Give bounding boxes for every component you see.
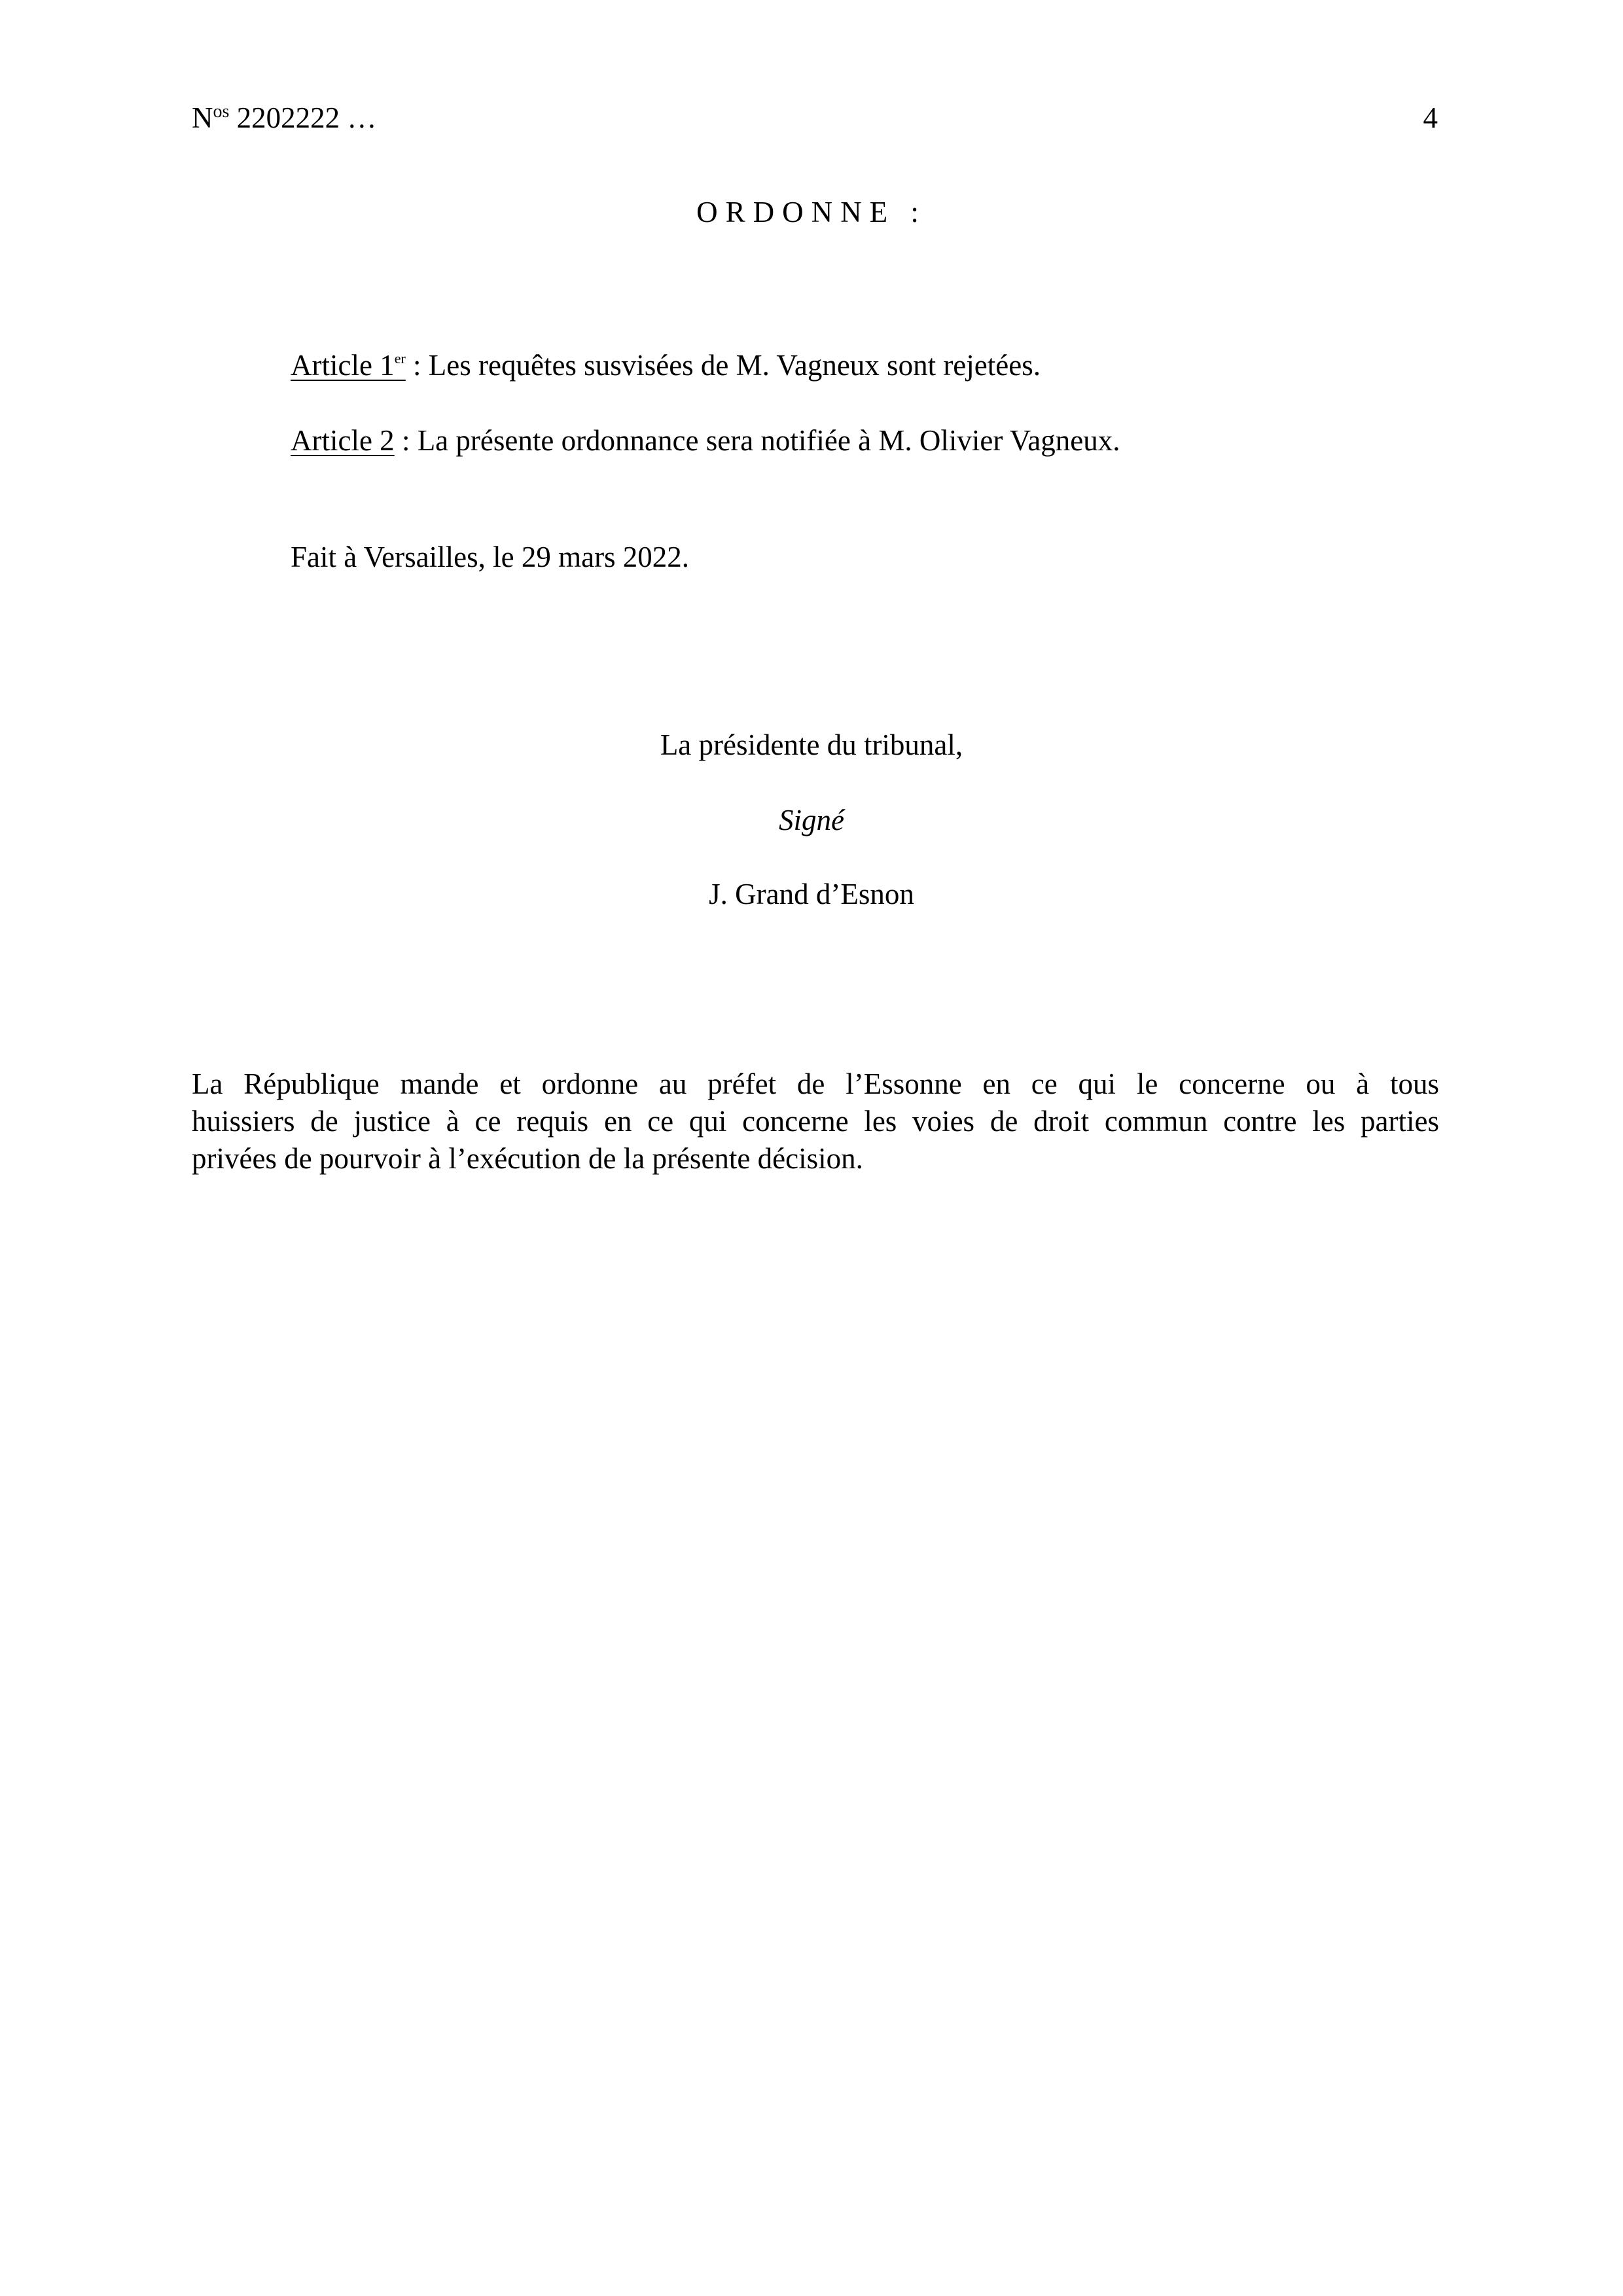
article-1-label [291, 349, 406, 382]
page-number: 4 [1423, 101, 1438, 134]
executory-formula-line: privées de pourvoir à l’exécution de la présente décision. [192, 1142, 863, 1175]
place-and-date: Fait à Versailles, le 29 mars 2022. [291, 541, 690, 573]
signed-mention: Signé [779, 804, 844, 836]
article-2-label: Article 2 [291, 424, 395, 457]
article-1 [291, 347, 1041, 384]
ordonne-heading: ORDONNE : [696, 196, 927, 228]
case-number [192, 99, 376, 136]
executory-formula-line: La République mande et ordonne au préfet de l’Essonne en ce qui le concerne ou à tous [192, 1067, 1439, 1100]
case-number-prefix: N [192, 101, 213, 134]
case-number-prefix-sup: os [213, 101, 230, 122]
executory-formula-line: huissiers de justice à ce requis en ce qui concerne les voies de droit commun contre les parties [192, 1105, 1439, 1138]
signatory-title: La présidente du tribunal, [660, 728, 963, 761]
article-1-label-sup: er [394, 350, 406, 367]
article-1-label-text: Article 1 [291, 349, 395, 382]
article-2-text: : La présente ordonnance sera notifiée à M. Olivier Vagneux. [394, 424, 1120, 457]
case-number-value: 2202222 … [229, 101, 377, 134]
article-2 [291, 422, 1120, 459]
article-1-text: : Les requêtes susvisées de M. Vagneux sont rejetées. [405, 349, 1041, 382]
executory-formula [192, 1066, 1439, 1177]
signatory-name: J. Grand d’Esnon [709, 878, 914, 910]
